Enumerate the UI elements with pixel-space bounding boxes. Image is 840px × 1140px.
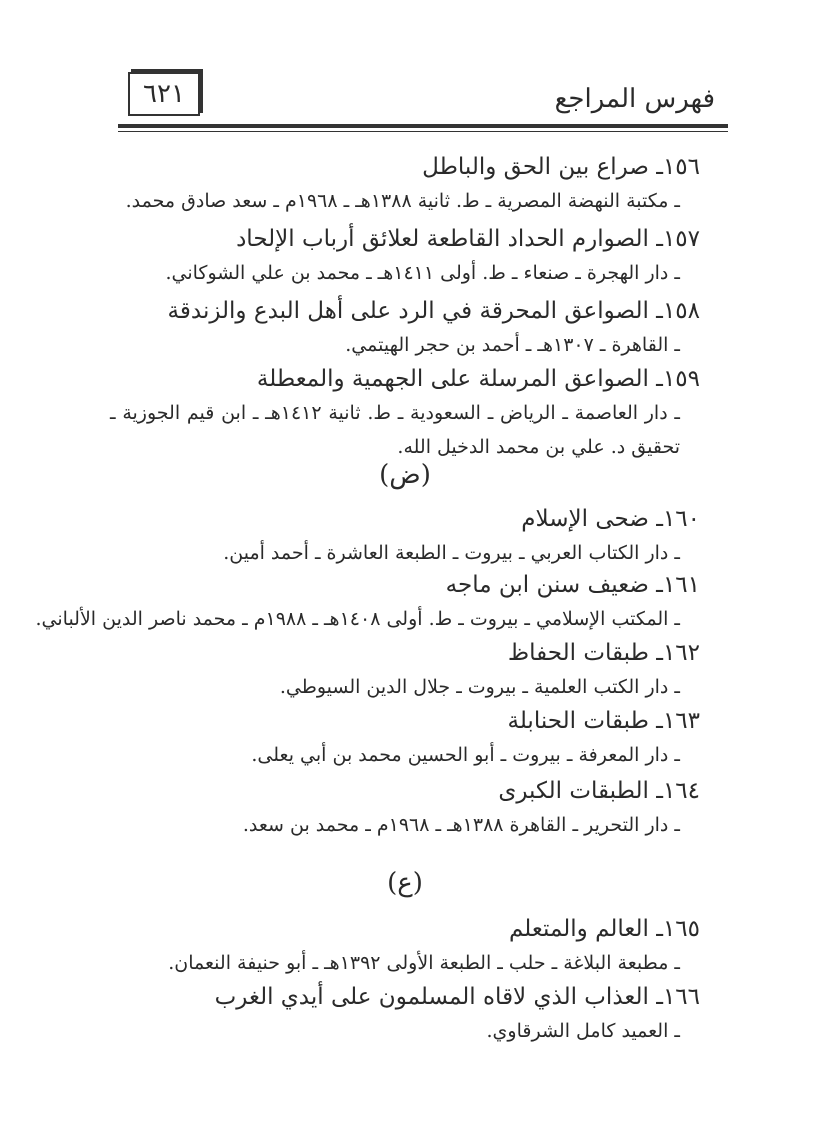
entry-title: ١٦٦ـ العذاب الذي لاقاه المسلمون على أيدي الغرب [214, 984, 700, 1010]
page-number: ٦٢١ [128, 72, 200, 116]
running-header-title: فهرس المراجع [554, 84, 715, 114]
entry-detail: ـ المكتب الإسلامي ـ بيروت ـ ط. أولى ١٤٠٨هـ ـ ١٩٨٨م ـ محمد ناصر الدين الألباني. [35, 608, 680, 630]
bibliography-entry [110, 150, 700, 218]
entry-title: ١٦٣ـ طبقات الحنابلة [507, 708, 700, 734]
bibliography-entry [110, 704, 700, 772]
entry-detail: ـ دار التحرير ـ القاهرة ١٣٨٨هـ ـ ١٩٦٨م ـ محمد بن سعد. [242, 814, 680, 836]
entry-title: ١٥٨ـ الصواعق المحرقة في الرد على أهل البدع والزندقة [167, 298, 700, 324]
entry-detail: ـ دار الهجرة ـ صنعاء ـ ط. أولى ١٤١١هـ ـ محمد بن علي الشوكاني. [165, 262, 680, 284]
bibliography-entry [110, 774, 700, 842]
header-rule-thin [118, 131, 728, 132]
bibliography-entry [110, 980, 700, 1048]
bibliography-entry [110, 912, 700, 980]
entry-detail: ـ دار الكتاب العربي ـ بيروت ـ الطبعة العاشرة ـ أحمد أمين. [223, 542, 680, 564]
entry-detail: ـ دار المعرفة ـ بيروت ـ أبو الحسين محمد بن أبي يعلى. [251, 744, 680, 766]
bibliography-entry [110, 362, 700, 464]
entry-detail: ـ مكتبة النهضة المصرية ـ ط. ثانية ١٣٨٨هـ ـ ١٩٦٨م ـ سعد صادق محمد. [125, 190, 680, 212]
entry-detail: ـ القاهرة ـ ١٣٠٧هـ ـ أحمد بن حجر الهيتمي. [345, 334, 680, 356]
section-letter-ain: (ع) [387, 868, 423, 898]
entry-title: ١٦٤ـ الطبقات الكبرى [498, 778, 700, 804]
bibliography-entry [110, 502, 700, 570]
entry-detail: ـ مطبعة البلاغة ـ حلب ـ الطبعة الأولى ١٣٩٢هـ ـ أبو حنيفة النعمان. [168, 952, 680, 974]
entry-title: ١٦٥ـ العالم والمتعلم [509, 916, 700, 942]
entry-detail: ـ العميد كامل الشرقاوي. [486, 1020, 680, 1042]
header-rule-thick [118, 124, 728, 128]
bibliography-entry [110, 294, 700, 362]
entry-detail: ـ دار الكتب العلمية ـ بيروت ـ جلال الدين السيوطي. [279, 676, 680, 698]
entry-title: ١٥٩ـ الصواعق المرسلة على الجهمية والمعطلة [256, 366, 700, 392]
bibliography-entry [110, 222, 700, 290]
entry-title: ١٦١ـ ضعيف سنن ابن ماجه [445, 572, 700, 598]
bibliography-entry [110, 636, 700, 704]
entry-title: ١٥٧ـ الصوارم الحداد القاطعة لعلائق أرباب الإلحاد [236, 226, 700, 252]
section-letter-dad: (ض) [379, 460, 431, 490]
entry-title: ١٦٠ـ ضحى الإسلام [521, 506, 700, 532]
entry-title: ١٥٦ـ صراع بين الحق والباطل [422, 154, 700, 180]
entry-detail: ـ دار العاصمة ـ الرياض ـ السعودية ـ ط. ثانية ١٤١٢هـ ـ ابن قيم الجوزية ـ تحقيق د. علي بن محمد الدخيل الله. [110, 402, 680, 458]
entry-title: ١٦٢ـ طبقات الحفاظ [507, 640, 700, 666]
bibliography-entry [35, 568, 700, 636]
